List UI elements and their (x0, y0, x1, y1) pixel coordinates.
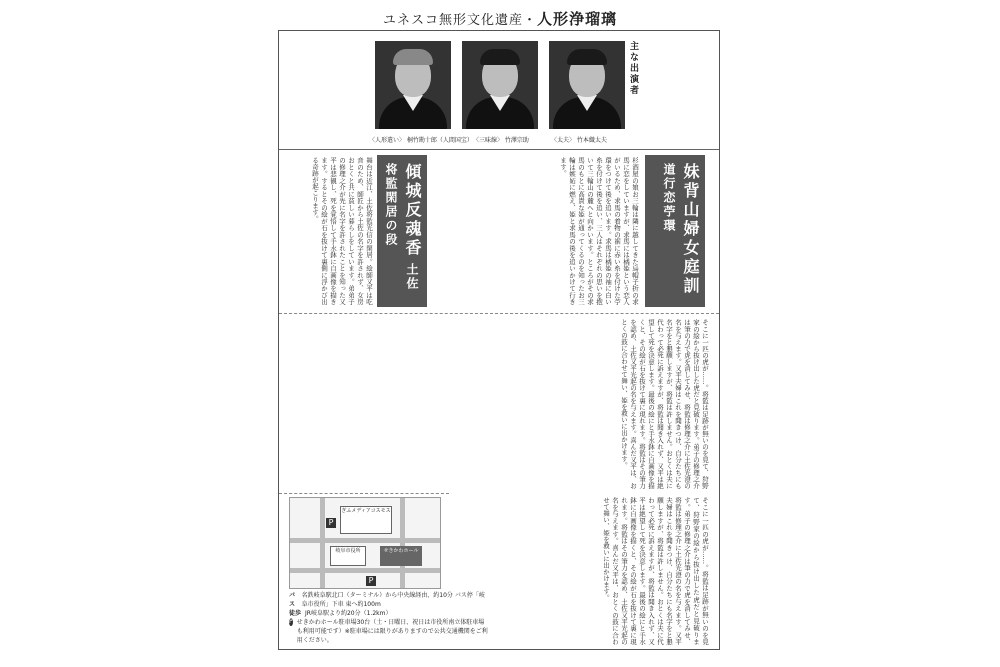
parking-badge-icon: P (289, 618, 293, 625)
cast-panel (279, 31, 719, 150)
document-page (278, 30, 720, 650)
story-continuation-lower: そこに一匹の虎が……。将監は足跡が無いのを見て、狩野家の絵から抜け出した虎だと見破ります。弟子の修理之介は筆の力で虎を消してみせ、将監は修理之介に土佐光澄の名を与えます。又平夫婦はこれを聞きつけ、自分たちにも名字をと懇願しますが、将監は許しません。おとくは夫に代わって必死に訴えますが、将監は聞き入れず、又平は絶望して死を決意します。最後の絵にと手水鉢に自画像を描くと、その絵が石を抜けて裏に現れます。将監はその筆力を認め、土佐又平光起の名を与えます。喜んだ又平は、おとくの鼓に合わせて舞い、姫を救いに出かけます。 (602, 497, 709, 645)
map-building-1: ぎふメディアコスモス (340, 506, 392, 534)
play2-subtitle: 土佐将監閑居の段 (384, 163, 419, 292)
page-header (0, 8, 1000, 29)
walk-text: JR岐阜駅より約20分（1.2km） (305, 610, 392, 617)
walk-label: 徒歩 (289, 610, 302, 617)
map-building-3: 岐阜市役所 (330, 546, 366, 566)
parking-icon-2: P (366, 576, 376, 586)
parking-text: せきかわホール駐車場30台（土・日曜日、祝日は市役所南立体駐車場も利用可能です）※駐車場には限りがありますので公共交通機関をご利用ください。 (296, 619, 488, 644)
access-info (289, 591, 489, 645)
story-continuation: そこに一匹の虎が……。将監は足跡が無いのを見て、狩野家の絵から抜け出した虎だと見破ります。弟子の修理之介は筆の力で虎を消してみせ、将監は修理之介に土佐光澄の名を与えます。又平夫婦はこれを聞きつけ、自分たちにも名字をと懇願しますが、将監は許しません。おとくは夫に代わって必死に訴えますが、将監は聞き入れず、又平は絶望して死を決意します。最後の絵にと手水鉢に自画像を描くと、その絵が石を抜けて裏に現れます。将監はその筆力を認め、土佐又平光起の名を与えます。喜んだ又平は、おとくの鼓に合わせて舞い、姫を救いに出かけます。 (620, 319, 709, 489)
performer-caption-3: 〈太夫〉 竹本織太夫 (551, 137, 607, 144)
parking-icon: P (326, 518, 336, 528)
play1-synopsis: 杉酒屋の娘お三輪は隣に越してきた烏帽子折の求馬に恋をしていますが、求馬には橘姫という恋人がいるため、求馬の着物の裾に赤い糸を付けた苧環をつけて後を追います。求馬は橘姫の袖に白い糸を付けて後を追い、三人はそれぞれの思いを抱いて三輪山の麓へと向かいます。ところがその求馬のもとに高貴な姫が通ってくるのを知ったお三輪は嫉妬に燃え、姫と求馬の後を追いかけて行きます。 (559, 157, 639, 305)
section-divider (279, 313, 719, 314)
performer-caption-1: 〈人形遣い〉 桐竹勘十郎（人間国宝） (369, 137, 473, 144)
play2-title: 傾城反魂香 (403, 163, 422, 258)
bus-label: バス (289, 592, 296, 608)
header-title: 人形浄瑠璃 (537, 10, 618, 28)
play2-title-bar (377, 155, 427, 307)
bus-text: 名鉄岐阜駅北口（ターミナル）から中央線経由、約10分 バス停「岐阜市役所」下車 東へ約100m (301, 592, 485, 608)
header-prefix: ユネスコ無形文化遺産・ (382, 13, 537, 28)
play2-synopsis: 舞台は近江、土佐将監光信の閑居。絵師又平は吃音のため、師匠から土佐の名字を許されず、女房おとくと共に貧しい暮らしをしています。弟弟子の修理之介が先に名字を許されたことを知った又平は悲観し、死を覚悟して手水鉢に自画像を描きます。するとその絵が石を抜けて裏側に浮かび出る奇跡が起こります。 (311, 157, 373, 305)
map-divider (279, 493, 449, 494)
play1-title: 妹背山婦女庭訓 (681, 163, 700, 296)
performer-photo-3 (549, 41, 625, 129)
play1-title-bar (645, 155, 705, 307)
map-building-2: せきかわホール (380, 546, 422, 566)
performer-photo-2 (462, 41, 538, 129)
access-map (289, 497, 441, 589)
performer-caption-2: 〈三味線〉 竹澤宗助 (473, 137, 529, 144)
performer-photo-1 (375, 41, 451, 129)
play1-subtitle: 道行恋苧環 (662, 163, 676, 233)
cast-label: 主な出演者 (628, 41, 638, 96)
